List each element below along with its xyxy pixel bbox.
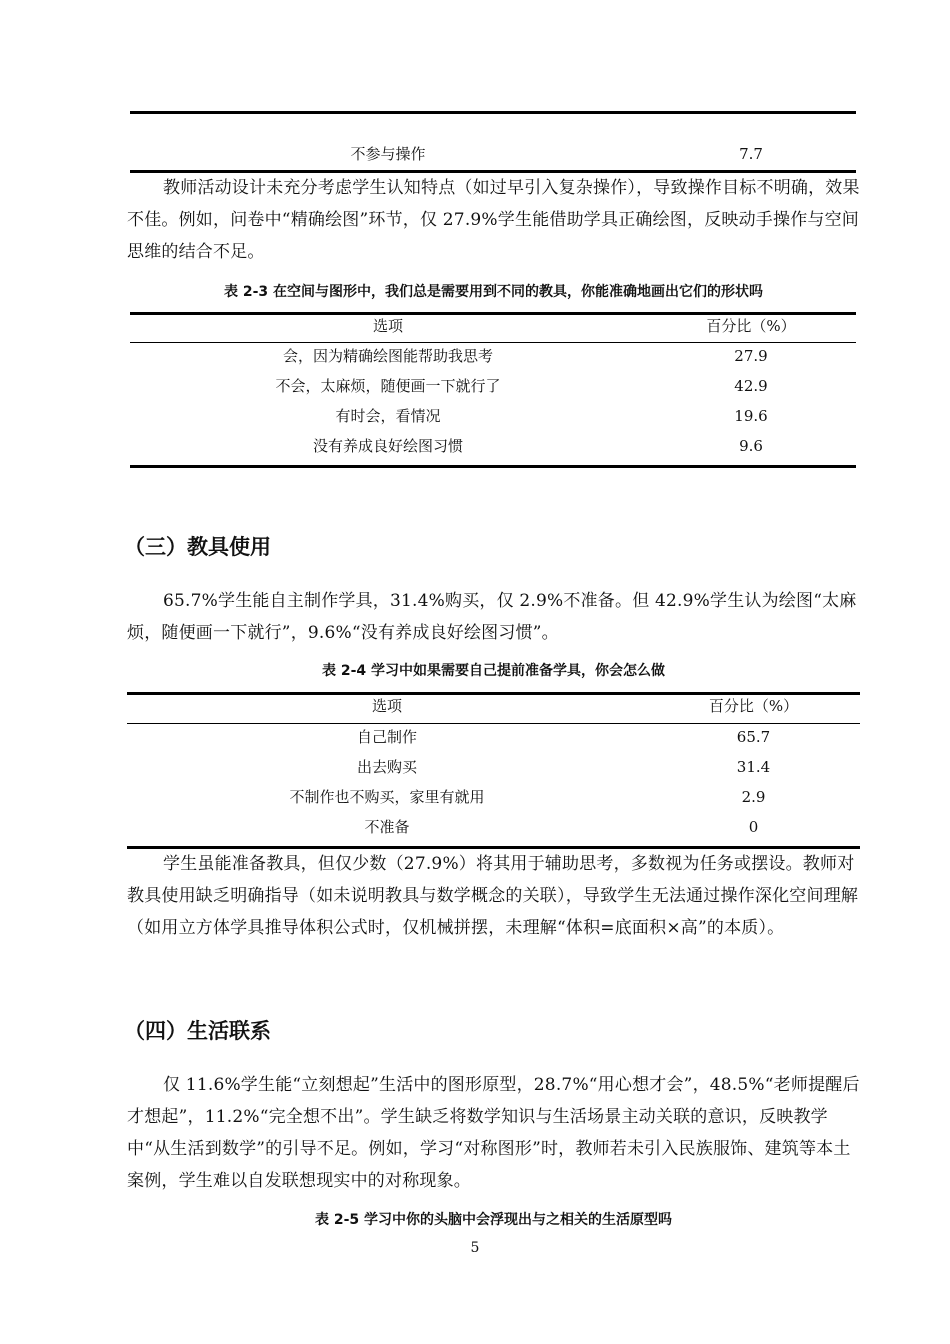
table-cell-percent: 0 — [748, 818, 759, 836]
table-header-option: 选项 — [371, 697, 402, 715]
table-cell-option: 不会，太麻烦，随便画一下就行了 — [275, 377, 501, 395]
table-top-rule — [127, 692, 860, 695]
table-cell-option: 不准备 — [364, 818, 410, 836]
table-cell-option: 会，因为精确绘图能帮助我思考 — [282, 347, 493, 365]
table-caption: 表 2-3 在空间与图形中，我们总是需要用到不同的教具，你能准确地画出它们的形状吗 — [223, 284, 764, 300]
table-caption: 表 2-5 学习中你的头脑中会浮现出与之相关的生活原型吗 — [314, 1212, 673, 1228]
table-cell-option: 不制作也不购买，家里有就用 — [289, 788, 485, 806]
table-header-option: 选项 — [372, 317, 403, 335]
section-heading: （三）教具使用 — [124, 535, 271, 559]
body-paragraph — [127, 172, 860, 268]
paragraph-text: 教师活动设计未充分考虑学生认知特点（如过早引入复杂操作），导致操作目标不明确，效果不佳。例如，问卷中“精确绘图”环节，仅 27.9%学生能借助学具正确绘图，反映动手操作与空间思维的结合不足。 — [127, 178, 860, 262]
paragraph-text: 仅 11.6%学生能“立刻想起”生活中的图形原型，28.7%“用心想才会”，48.5%“老师提醒后才想起”，11.2%“完全想不出”。学生缺乏将数学知识与生活场景主动关联的意识，反映教学中“从生活到数学”的引导不足。例如，学习“对称图形”时，教师若未引入民族服饰、建筑等本土案例，学生难以自发联想现实中的对称现象。 — [127, 1075, 860, 1191]
table-header-percent: 百分比（%） — [706, 317, 796, 335]
table-caption: 表 2-4 学习中如果需要自己提前准备学具，你会怎么做 — [321, 663, 666, 679]
table-cell-option: 没有养成良好绘图习惯 — [312, 437, 463, 455]
table-cell-percent: 42.9 — [734, 377, 768, 395]
table-cell-percent: 19.6 — [734, 407, 768, 425]
section-heading: （四）生活联系 — [124, 1019, 271, 1043]
table-cell-option: 自己制作 — [356, 728, 417, 746]
paragraph-text: 学生虽能准备教具，但仅少数（27.9%）将其用于辅助思考，多数视为任务或摆设。教师对教具使用缺乏明确指导（如未说明教具与数学概念的关联），导致学生无法通过操作深化空间理解（如用立方体学具推导体积公式时，仅机械拼摆，未理解“体积=底面积×高”的本质）。 — [127, 854, 859, 938]
body-paragraph — [127, 1069, 860, 1197]
table-cell-percent: 9.6 — [739, 437, 763, 455]
table-bottom-rule — [130, 465, 856, 468]
table-cell-percent: 31.4 — [736, 758, 771, 776]
table-top-rule — [130, 111, 856, 114]
page-number: 5 — [470, 1240, 480, 1256]
table-header-rule — [127, 723, 860, 724]
paragraph-text: 65.7%学生能自主制作学具，31.4%购买，仅 2.9%不准备。但 42.9%学生认为绘图“太麻烦，随便画一下就行”，9.6%“没有养成良好绘图习惯”。 — [127, 591, 857, 643]
body-paragraph — [127, 848, 860, 944]
body-paragraph — [127, 585, 860, 649]
table-cell-percent: 65.7 — [736, 728, 771, 746]
table-header-rule — [130, 342, 856, 343]
table-cell-percent: 2.9 — [741, 788, 766, 806]
table-cell-option: 出去购买 — [356, 758, 417, 776]
table-cell-percent: 7.7 — [739, 145, 763, 163]
table-cell-option: 有时会，看情况 — [335, 407, 441, 425]
table-cell-option: 不参与操作 — [350, 145, 426, 163]
table-cell-percent: 27.9 — [734, 347, 768, 365]
table-top-rule — [130, 312, 856, 315]
table-header-percent: 百分比（%） — [708, 697, 799, 715]
